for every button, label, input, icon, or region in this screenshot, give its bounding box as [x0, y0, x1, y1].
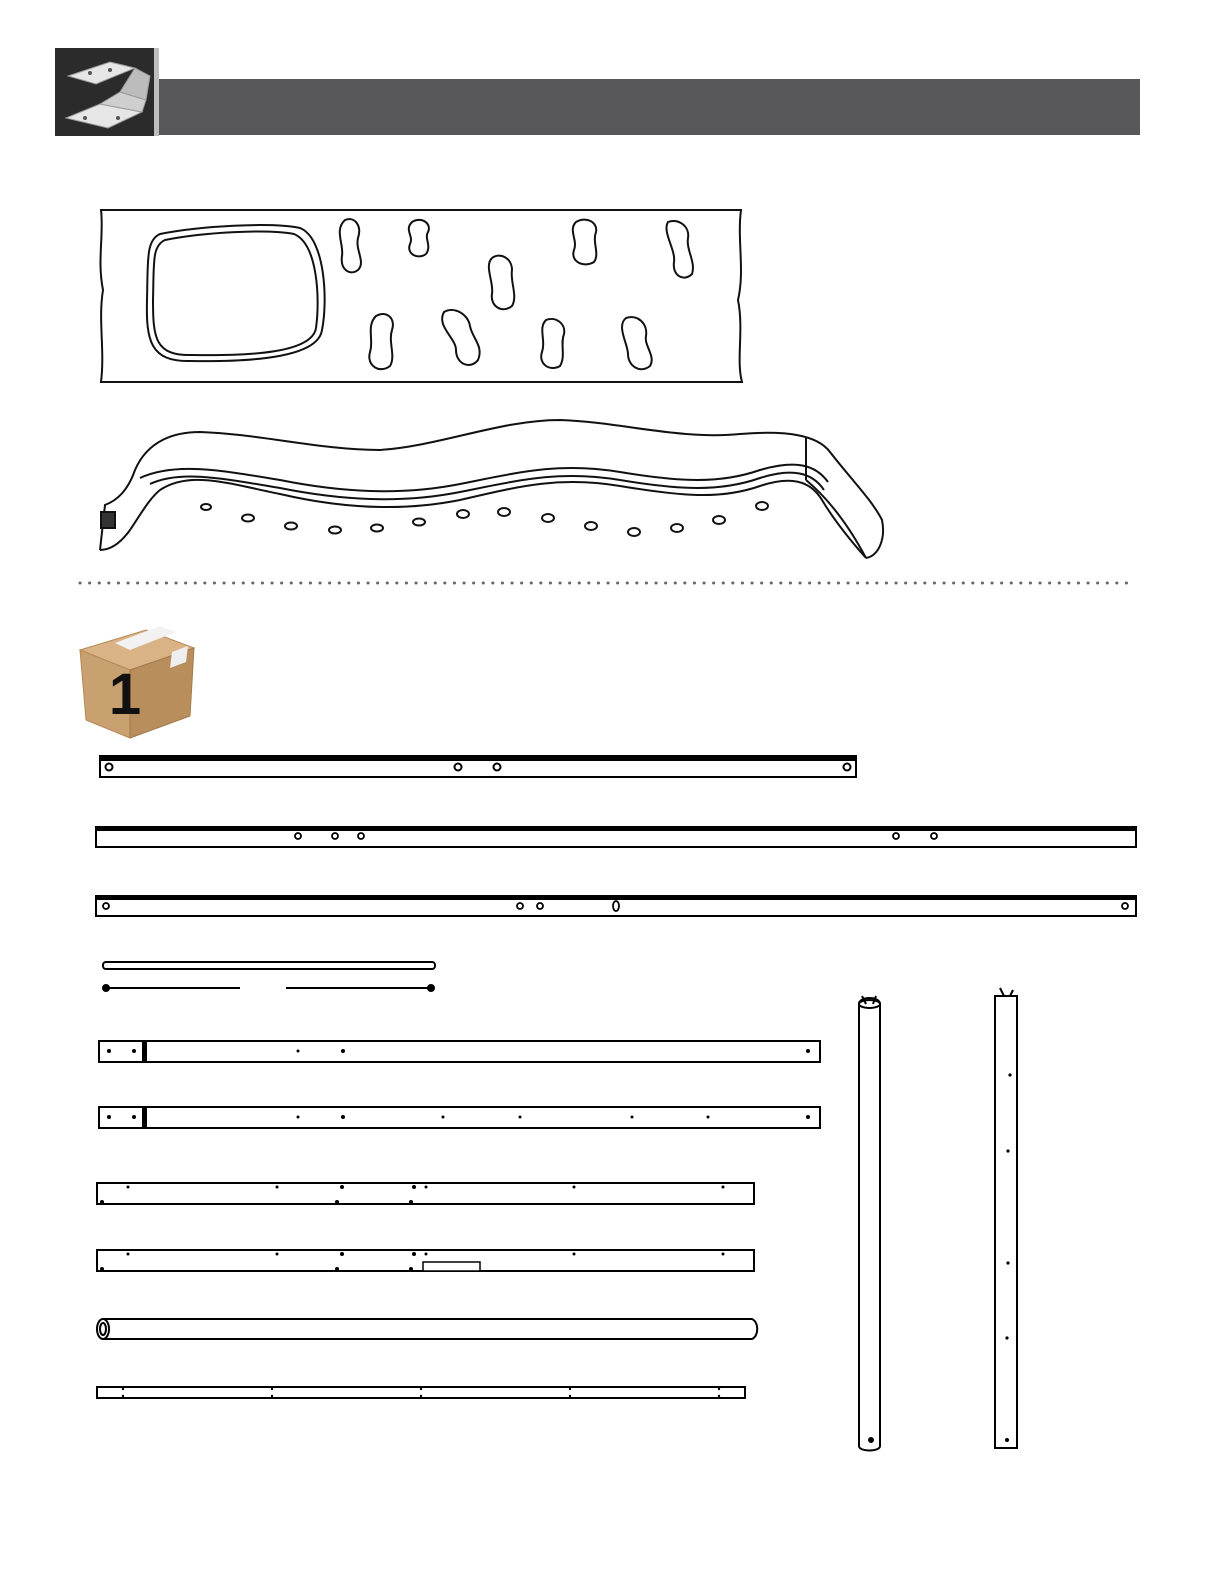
round-post [859, 996, 880, 1451]
board-2 [99, 1107, 820, 1128]
board-1 [99, 1041, 820, 1062]
pipe [97, 1319, 757, 1339]
board-4 [97, 1250, 754, 1271]
rod [103, 962, 435, 969]
board-3 [97, 1183, 754, 1204]
box-number: 1 [108, 662, 142, 727]
rope-cable [103, 985, 434, 991]
square-post [995, 988, 1017, 1448]
climbing-holds [340, 219, 693, 369]
rail [97, 1387, 745, 1398]
bracket-glyph [66, 62, 150, 128]
long-beam-1 [96, 827, 1136, 847]
long-beam-2 [96, 896, 1136, 916]
climbing-wall-panel [100, 210, 742, 382]
wave-slide [100, 420, 883, 558]
beam-1 [100, 756, 856, 777]
slide-holes [201, 502, 768, 536]
